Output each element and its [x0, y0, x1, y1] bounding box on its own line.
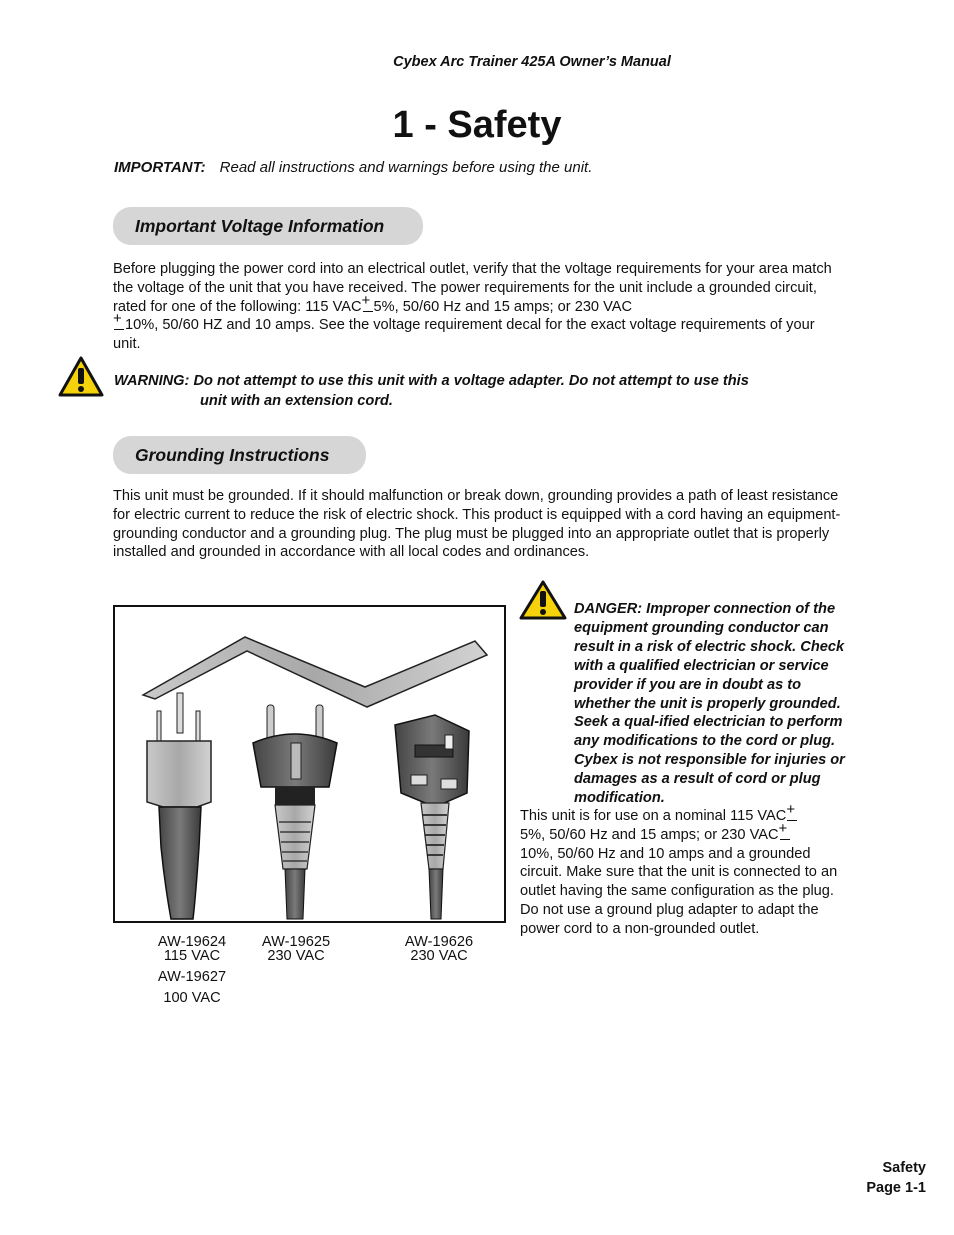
- grounding-paragraph: This unit must be grounded. If it should malfunction or break down, grounding provides a path of least resistance for electric current to reduce the risk of electric shock. This product is equipped with a cord having an equipment-grounding conductor and a grounding plug. The plug must be plugged into an appropriate outlet that is properly installed and grounded in accordance with all local codes and ordinances.: [113, 488, 841, 561]
- voltage-text-c: 10%, 50/60 HZ and 10 amps. See the voltage requirement decal for the exact voltage requirements of your unit.: [113, 317, 815, 353]
- plug-caption-2: [256, 935, 336, 963]
- warning-text: [114, 372, 834, 411]
- warning-line-2: unit with an extension cord.: [200, 392, 393, 409]
- warning-line-1: WARNING: Do not attempt to use this unit with a voltage adapter. Do not attempt to use this: [114, 373, 749, 389]
- plus-minus-symbol: [362, 298, 374, 312]
- plug-part-number: AW-19627: [157, 969, 227, 985]
- voltage-text-a: Before plugging the power cord into an electrical outlet, verify that the voltage requirements for your area match the voltage of the unit that you have received. The power requirements for the unit include a grounded circuit, rated for one of the following: 115 VAC: [113, 261, 832, 315]
- nominal-text-b: 5%, 50/60 Hz and 15 amps; or 230 VAC: [520, 826, 779, 843]
- section-heading-voltage: Important Voltage Information: [113, 207, 423, 245]
- power-plugs-illustration: [115, 607, 504, 921]
- manual-title: Cybex Arc Trainer 425A Owner’s Manual: [393, 54, 671, 70]
- plug-part-number: AW-19624: [157, 934, 227, 950]
- important-text: Read all instructions and warnings before using the unit.: [219, 159, 593, 176]
- nominal-text-a: This unit is for use on a nominal 115 VAC: [520, 808, 787, 824]
- important-label: IMPORTANT:: [114, 159, 206, 176]
- plug-part-number: AW-19625: [261, 934, 331, 950]
- plug-voltage: 100 VAC: [163, 990, 221, 1006]
- plug-voltage: 230 VAC: [267, 948, 325, 964]
- danger-text: [520, 600, 845, 808]
- plus-minus-symbol: [779, 826, 791, 840]
- plus-minus-symbol: [786, 807, 798, 821]
- voltage-text-b: 5%, 50/60 Hz and 15 amps; or 230 VAC: [373, 298, 633, 315]
- nominal-voltage-paragraph: [520, 807, 845, 939]
- nominal-text-c: 10%, 50/60 Hz and 10 amps and a grounded circuit. Make sure that the unit is connected to an outlet having the same configuration as the plug. Do not use a ground plug adapter to adapt the power cord to a non-grounded outlet.: [520, 845, 838, 937]
- footer-section: Safety: [882, 1160, 926, 1176]
- warning-icon: [58, 356, 104, 397]
- plug-figure: [113, 605, 506, 923]
- plug-part-number: AW-19626: [404, 934, 474, 950]
- important-note: [114, 159, 592, 176]
- danger-paragraph: DANGER: Improper connection of the equipment grounding conductor can result in a risk of electric shock. Check with a qualified electrician or service provider if you are in doubt as to whether the unit is properly grounded. Seek a qual-ified electrician to perform any modifications to the cord or plug. Cybex is not responsible for injuries or damages as a result of cord or plug modification.: [574, 601, 845, 807]
- plug-caption-1: [152, 935, 232, 1005]
- footer-page-number: Page 1-1: [866, 1180, 926, 1196]
- plug-voltage: 230 VAC: [410, 948, 468, 964]
- section-heading-grounding: Grounding Instructions: [113, 436, 366, 474]
- page-footer: [866, 1158, 926, 1198]
- plug-voltage: 115 VAC: [163, 948, 221, 964]
- plug-caption-3: [399, 935, 479, 963]
- voltage-paragraph: [113, 260, 843, 354]
- page-title: 1 - Safety: [392, 104, 562, 146]
- plus-minus-symbol: [113, 316, 125, 330]
